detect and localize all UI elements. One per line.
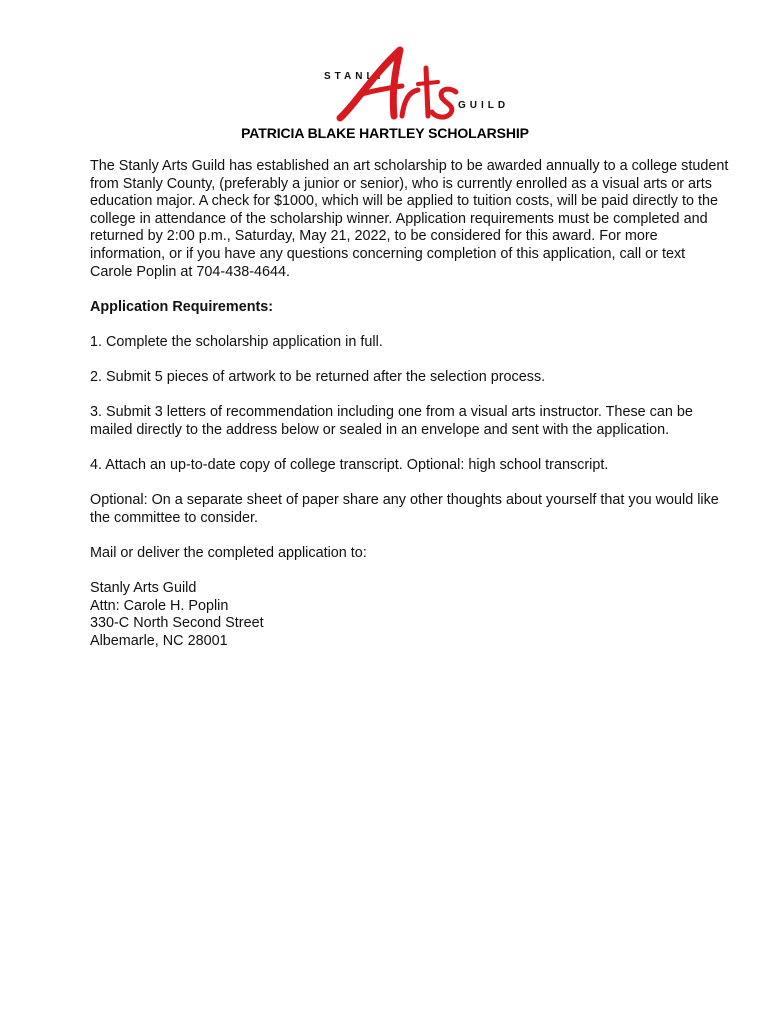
requirement-item: 1. Complete the scholarship application in full. bbox=[90, 333, 383, 350]
requirement-item: 3. Submit 3 letters of recommendation including one from a visual arts instructor. These can be mailed directly to the address below or sealed in an envelope and sent with the application. bbox=[90, 404, 693, 438]
requirement-item: 4. Attach an up-to-date copy of college transcript. Optional: high school transcript. bbox=[90, 457, 609, 474]
intro-paragraph: The Stanly Arts Guild has established an art scholarship to be awarded annually to a college student from Stanly County, (preferably a junior or senior), who is currently enrolled as a visual arts or arts education major. A check for $1000, which will be applied to tuition costs, will be paid directly to the college in attendance of the scholarship winner. Application requirements must be completed and returned by 2:00 p.m., Saturday, May 21, 2022, to be considered for this award. For more information, or if you have any questions concerning completion of this application, call or text Carole Poplin at 704-438-4644. bbox=[90, 158, 729, 280]
logo-word-stanly: STANLY bbox=[324, 71, 387, 82]
optional-note: Optional: On a separate sheet of paper share any other thoughts about yourself that you would like the committee to consider. bbox=[90, 492, 719, 526]
address-line-name: Stanly Arts Guild bbox=[90, 580, 197, 597]
requirements-heading: Application Requirements: bbox=[90, 298, 274, 315]
stanly-arts-guild-logo bbox=[318, 46, 510, 124]
requirement-item: 2. Submit 5 pieces of artwork to be returned after the selection process. bbox=[90, 369, 546, 386]
logo-arts-script bbox=[332, 46, 462, 124]
address-line-street: 330-C North Second Street bbox=[90, 615, 264, 632]
mail-instruction: Mail or deliver the completed application to: bbox=[90, 545, 367, 562]
address-line-attn: Attn: Carole H. Poplin bbox=[90, 597, 229, 614]
address-line-city: Albemarle, NC 28001 bbox=[90, 633, 228, 650]
logo-word-guild: GUILD bbox=[458, 100, 510, 111]
document-body bbox=[90, 158, 730, 668]
page-title: PATRICIA BLAKE HARTLEY SCHOLARSHIP bbox=[241, 125, 529, 141]
mailing-address bbox=[90, 580, 730, 650]
